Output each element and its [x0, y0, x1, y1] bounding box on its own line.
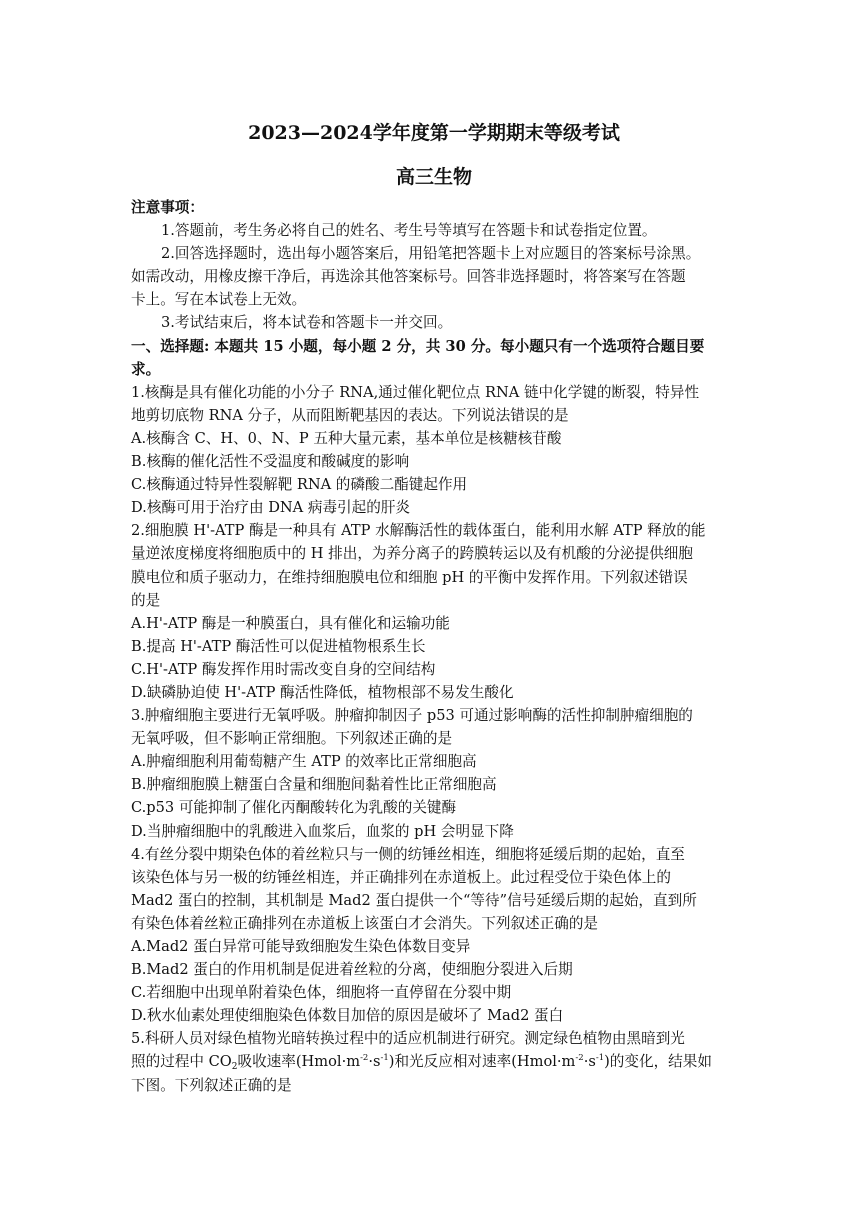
question-5-stem: 5.科研人员对绿色植物光暗转换过程中的适应机制进行研究。测定绿色植物由黑暗到光: [131, 1030, 685, 1048]
question-3-option-d: D.当肿瘤细胞中的乳酸进入血浆后，血浆的 pH 会明显下降: [131, 822, 514, 840]
notice-heading: 注意事项：: [131, 199, 204, 216]
notice-item-1: 1.答题前，考生务必将自己的姓名、考生号等填写在答题卡和试卷指定位置。: [161, 222, 657, 240]
question-2-option-c: C.H'-ATP 酶发挥作用时需改变自身的空间结构: [131, 660, 436, 678]
exam-title: 2023—2024学年度第一学期期末等级考试: [248, 122, 620, 144]
notice-item-2: 2.回答选择题时，选出每小题答案后，用铅笔把答题卡上对应题目的答案标号涂黑。: [161, 245, 701, 263]
question-1-stem: 1.核酶是具有催化功能的小分子 RNA,通过催化靶位点 RNA 链中化学键的断裂，特异性: [131, 383, 700, 401]
question-3-option-c: C.p53 可能抑制了催化丙酮酸转化为乳酸的关键酶: [131, 799, 457, 817]
question-2-option-a: A.H'-ATP 酶是一种膜蛋白，具有催化和运输功能: [131, 614, 450, 632]
question-4-option-d: D.秋水仙素处理使细胞染色体数目加倍的原因是破坏了 Mad2 蛋白: [131, 1007, 564, 1025]
question-2-stem-cont: 膜电位和质子驱动力，在维持细胞膜电位和细胞 pH 的平衡中发挥作用。下列叙述错误: [131, 568, 688, 586]
question-2-stem: 2.细胞膜 H'-ATP 酶是一种具有 ATP 水解酶活性的载体蛋白，能利用水解 ATP 释放的能: [131, 522, 706, 540]
question-4-stem-cont: 该染色体与另一极的纺锤丝相连，并正确排列在赤道板上。此过程受位于染色体上的: [131, 868, 671, 886]
q5-text: ·s: [368, 1053, 381, 1071]
question-2-option-d: D.缺磷胁迫使 H'-ATP 酶活性降低，植物根部不易发生酸化: [131, 683, 514, 701]
q5-superscript: -1: [595, 1053, 605, 1064]
question-4-option-a: A.Mad2 蛋白异常可能导致细胞发生染色体数目变异: [131, 938, 471, 955]
q5-text: 吸收速率(Hmol·m: [237, 1053, 361, 1071]
question-1-stem-cont: 地剪切底物 RNA 分子，从而阻断靶基因的表达。下列说法错误的是: [131, 406, 569, 424]
question-2-stem-cont: 量逆浓度梯度将细胞质中的 H 排出，为养分离子的跨膜转运以及有机酸的分泌提供细胞: [131, 545, 693, 563]
question-1-option-c: C.核酶通过特异性裂解靶 RNA 的磷酸二酯键起作用: [131, 476, 468, 494]
question-1-option-d: D.核酶可用于治疗由 DNA 病毒引起的肝炎: [131, 499, 411, 517]
question-2-stem-cont: 的是: [131, 591, 161, 609]
question-1-option-a: A.核酶含 C、H、0、N、P 五种大量元素，基本单位是核糖核苷酸: [131, 429, 562, 447]
question-5-stem-cont: 下图。下列叙述正确的是: [131, 1076, 292, 1094]
notice-item-2-cont: 如需改动，用橡皮擦干净后，再选涂其他答案标号。回答非选择题时，将答案写在答题: [131, 268, 686, 286]
q5-superscript: -2: [360, 1053, 369, 1064]
question-3-option-a: A.肿瘤细胞利用葡萄糖产生 ATP 的效率比正常细胞高: [131, 753, 477, 771]
q5-text: ·s: [583, 1053, 596, 1071]
q5-superscript: -2: [575, 1053, 584, 1064]
question-5-stem-cont: [131, 1050, 751, 1073]
question-3-option-b: B.肿瘤细胞膜上糖蛋白含量和细胞间黏着性比正常细胞高: [131, 776, 497, 794]
question-1-option-b: B.核酶的催化活性不受温度和酸碱度的影响: [131, 453, 410, 471]
q5-text: )的变化，结果如: [604, 1053, 712, 1071]
notice-item-2-cont: 卡上。写在本试卷上无效。: [131, 291, 307, 309]
section-heading-cont: 求。: [131, 360, 161, 378]
section-heading: 一、选择题: 本题共 15 小题，每小题 2 分，共 30 分。每小题只有一个选项符合题目要: [131, 337, 705, 355]
question-4-option-c: C.若细胞中出现单附着染色体，细胞将一直停留在分裂中期: [131, 984, 512, 1002]
question-3-stem: 3.肿瘤细胞主要进行无氧呼吸。肿瘤抑制因子 p53 可通过影响酶的活性抑制肿瘤细胞的: [131, 707, 693, 725]
question-3-stem-cont: 无氧呼吸，但不影响正常细胞。下列叙述正确的是: [131, 730, 453, 748]
exam-subject: 高三生物: [395, 166, 472, 188]
q5-text: 照的过程中 CO: [131, 1053, 232, 1071]
question-4-stem-cont: Mad2 蛋白的控制，其机制是 Mad2 蛋白提供一个“等待”信号延缓后期的起始，直到所: [131, 891, 697, 909]
question-4-stem: 4.有丝分裂中期染色体的着丝粒只与一侧的纺锤丝相连，细胞将延缓后期的起始，直至: [131, 845, 685, 863]
question-2-option-b: B.提高 H'-ATP 酶活性可以促进植物根系生长: [131, 637, 426, 655]
notice-item-3: 3.考试结束后，将本试卷和答题卡一并交回。: [161, 314, 453, 332]
question-4-option-b: B.Mad2 蛋白的作用机制是促进着丝粒的分离，使细胞分裂进入后期: [131, 961, 573, 979]
q5-subscript: 2: [231, 1062, 238, 1073]
q5-text: )和光反应相对速率(Hmol·m: [388, 1053, 576, 1071]
question-4-stem-cont: 有染色体着丝粒正确排列在赤道板上该蛋白才会消失。下列叙述正确的是: [131, 914, 599, 932]
exam-body: [131, 196, 751, 1097]
q5-superscript: -1: [380, 1053, 389, 1064]
